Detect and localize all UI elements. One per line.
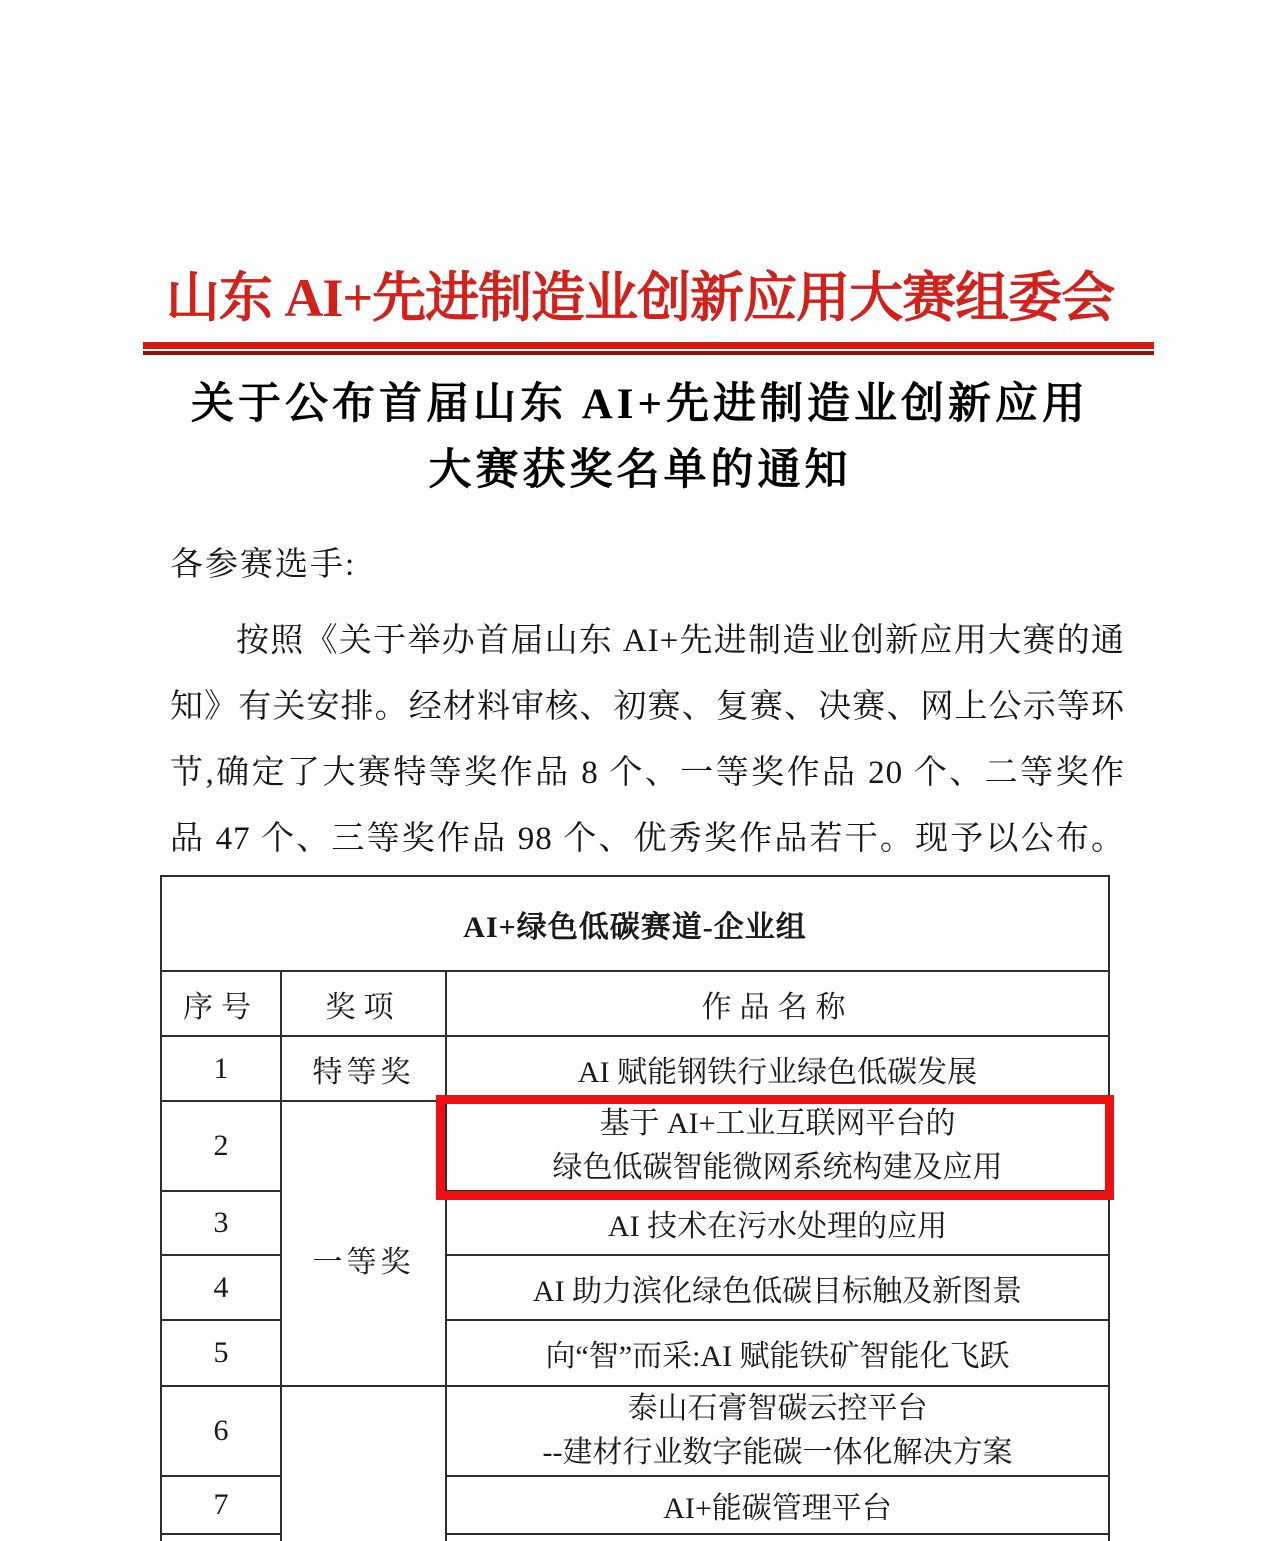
row-2-work-line1: 基于 AI+工业互联网平台的 [599, 1107, 956, 1140]
col-header-award: 奖项 [281, 971, 446, 1036]
body-text [170, 532, 1125, 872]
divider-thin-line [143, 351, 1154, 355]
row-2-work-line2: 绿色低碳智能微网系统构建及应用 [552, 1151, 1003, 1184]
row-3-work: AI 技术在污水处理的应用 [446, 1191, 1109, 1255]
paragraph-line-3: 节,确定了大赛特等奖作品 8 个、一等奖作品 20 个、二等奖作 [170, 755, 1125, 791]
letterhead-divider [143, 342, 1154, 355]
document-title [0, 372, 1280, 504]
divider-thick-line [143, 342, 1154, 349]
col-header-seq: 序号 [161, 971, 281, 1036]
body-paragraph [170, 608, 1125, 872]
table-title-row [161, 876, 1109, 971]
table-row [161, 1386, 1109, 1476]
table-row-highlighted [161, 1101, 1109, 1191]
row-4-work: AI 助力滨化绿色低碳目标触及新图景 [446, 1255, 1109, 1320]
row-8-work [446, 1534, 1109, 1541]
salutation: 各参赛选手: [170, 547, 357, 583]
row-8-seq [161, 1534, 281, 1541]
row-6-work-line1: 泰山石膏智碳云控平台 [627, 1392, 928, 1425]
row-5-seq: 5 [161, 1320, 281, 1386]
row-2-seq: 2 [161, 1101, 281, 1191]
award-cell-empty [281, 1386, 446, 1541]
row-7-work: AI+能碳管理平台 [446, 1476, 1109, 1534]
row-1-seq: 1 [161, 1036, 281, 1101]
row-7-seq: 7 [161, 1476, 281, 1534]
col-header-work: 作品名称 [446, 971, 1109, 1036]
row-6-work-line2: --建材行业数字能碳一体化解决方案 [542, 1436, 1013, 1469]
document-title-line2: 大赛获奖名单的通知 [428, 447, 852, 494]
row-4-seq: 4 [161, 1255, 281, 1320]
letterhead-title: 山东 AI+先进制造业创新应用大赛组委会 [165, 268, 1115, 328]
row-2-award-merged: 一等奖 [281, 1101, 446, 1386]
table-row [161, 1036, 1109, 1101]
paragraph-line-2: 知》有关安排。经材料审核、初赛、复赛、决赛、网上公示等环 [170, 689, 1125, 725]
paragraph-line-1: 按照《关于举办首届山东 AI+先进制造业创新应用大赛的通 [236, 623, 1125, 659]
row-2-work [446, 1101, 1109, 1191]
document-title-line1: 关于公布首届山东 AI+先进制造业创新应用 [190, 381, 1090, 428]
row-5-work: 向“智”而采:AI 赋能铁矿智能化飞跃 [446, 1320, 1109, 1386]
row-3-seq: 3 [161, 1191, 281, 1255]
awards-table [160, 875, 1108, 1541]
table-title: AI+绿色低碳赛道-企业组 [161, 876, 1109, 971]
row-6-seq: 6 [161, 1386, 281, 1476]
row-6-work [446, 1386, 1109, 1476]
row-1-work: AI 赋能钢铁行业绿色低碳发展 [446, 1036, 1109, 1101]
table-header-row [161, 971, 1109, 1036]
row-1-award: 特等奖 [281, 1036, 446, 1101]
paragraph-line-4: 品 47 个、三等奖作品 98 个、优秀奖作品若干。现予以公布。 [170, 821, 1125, 857]
